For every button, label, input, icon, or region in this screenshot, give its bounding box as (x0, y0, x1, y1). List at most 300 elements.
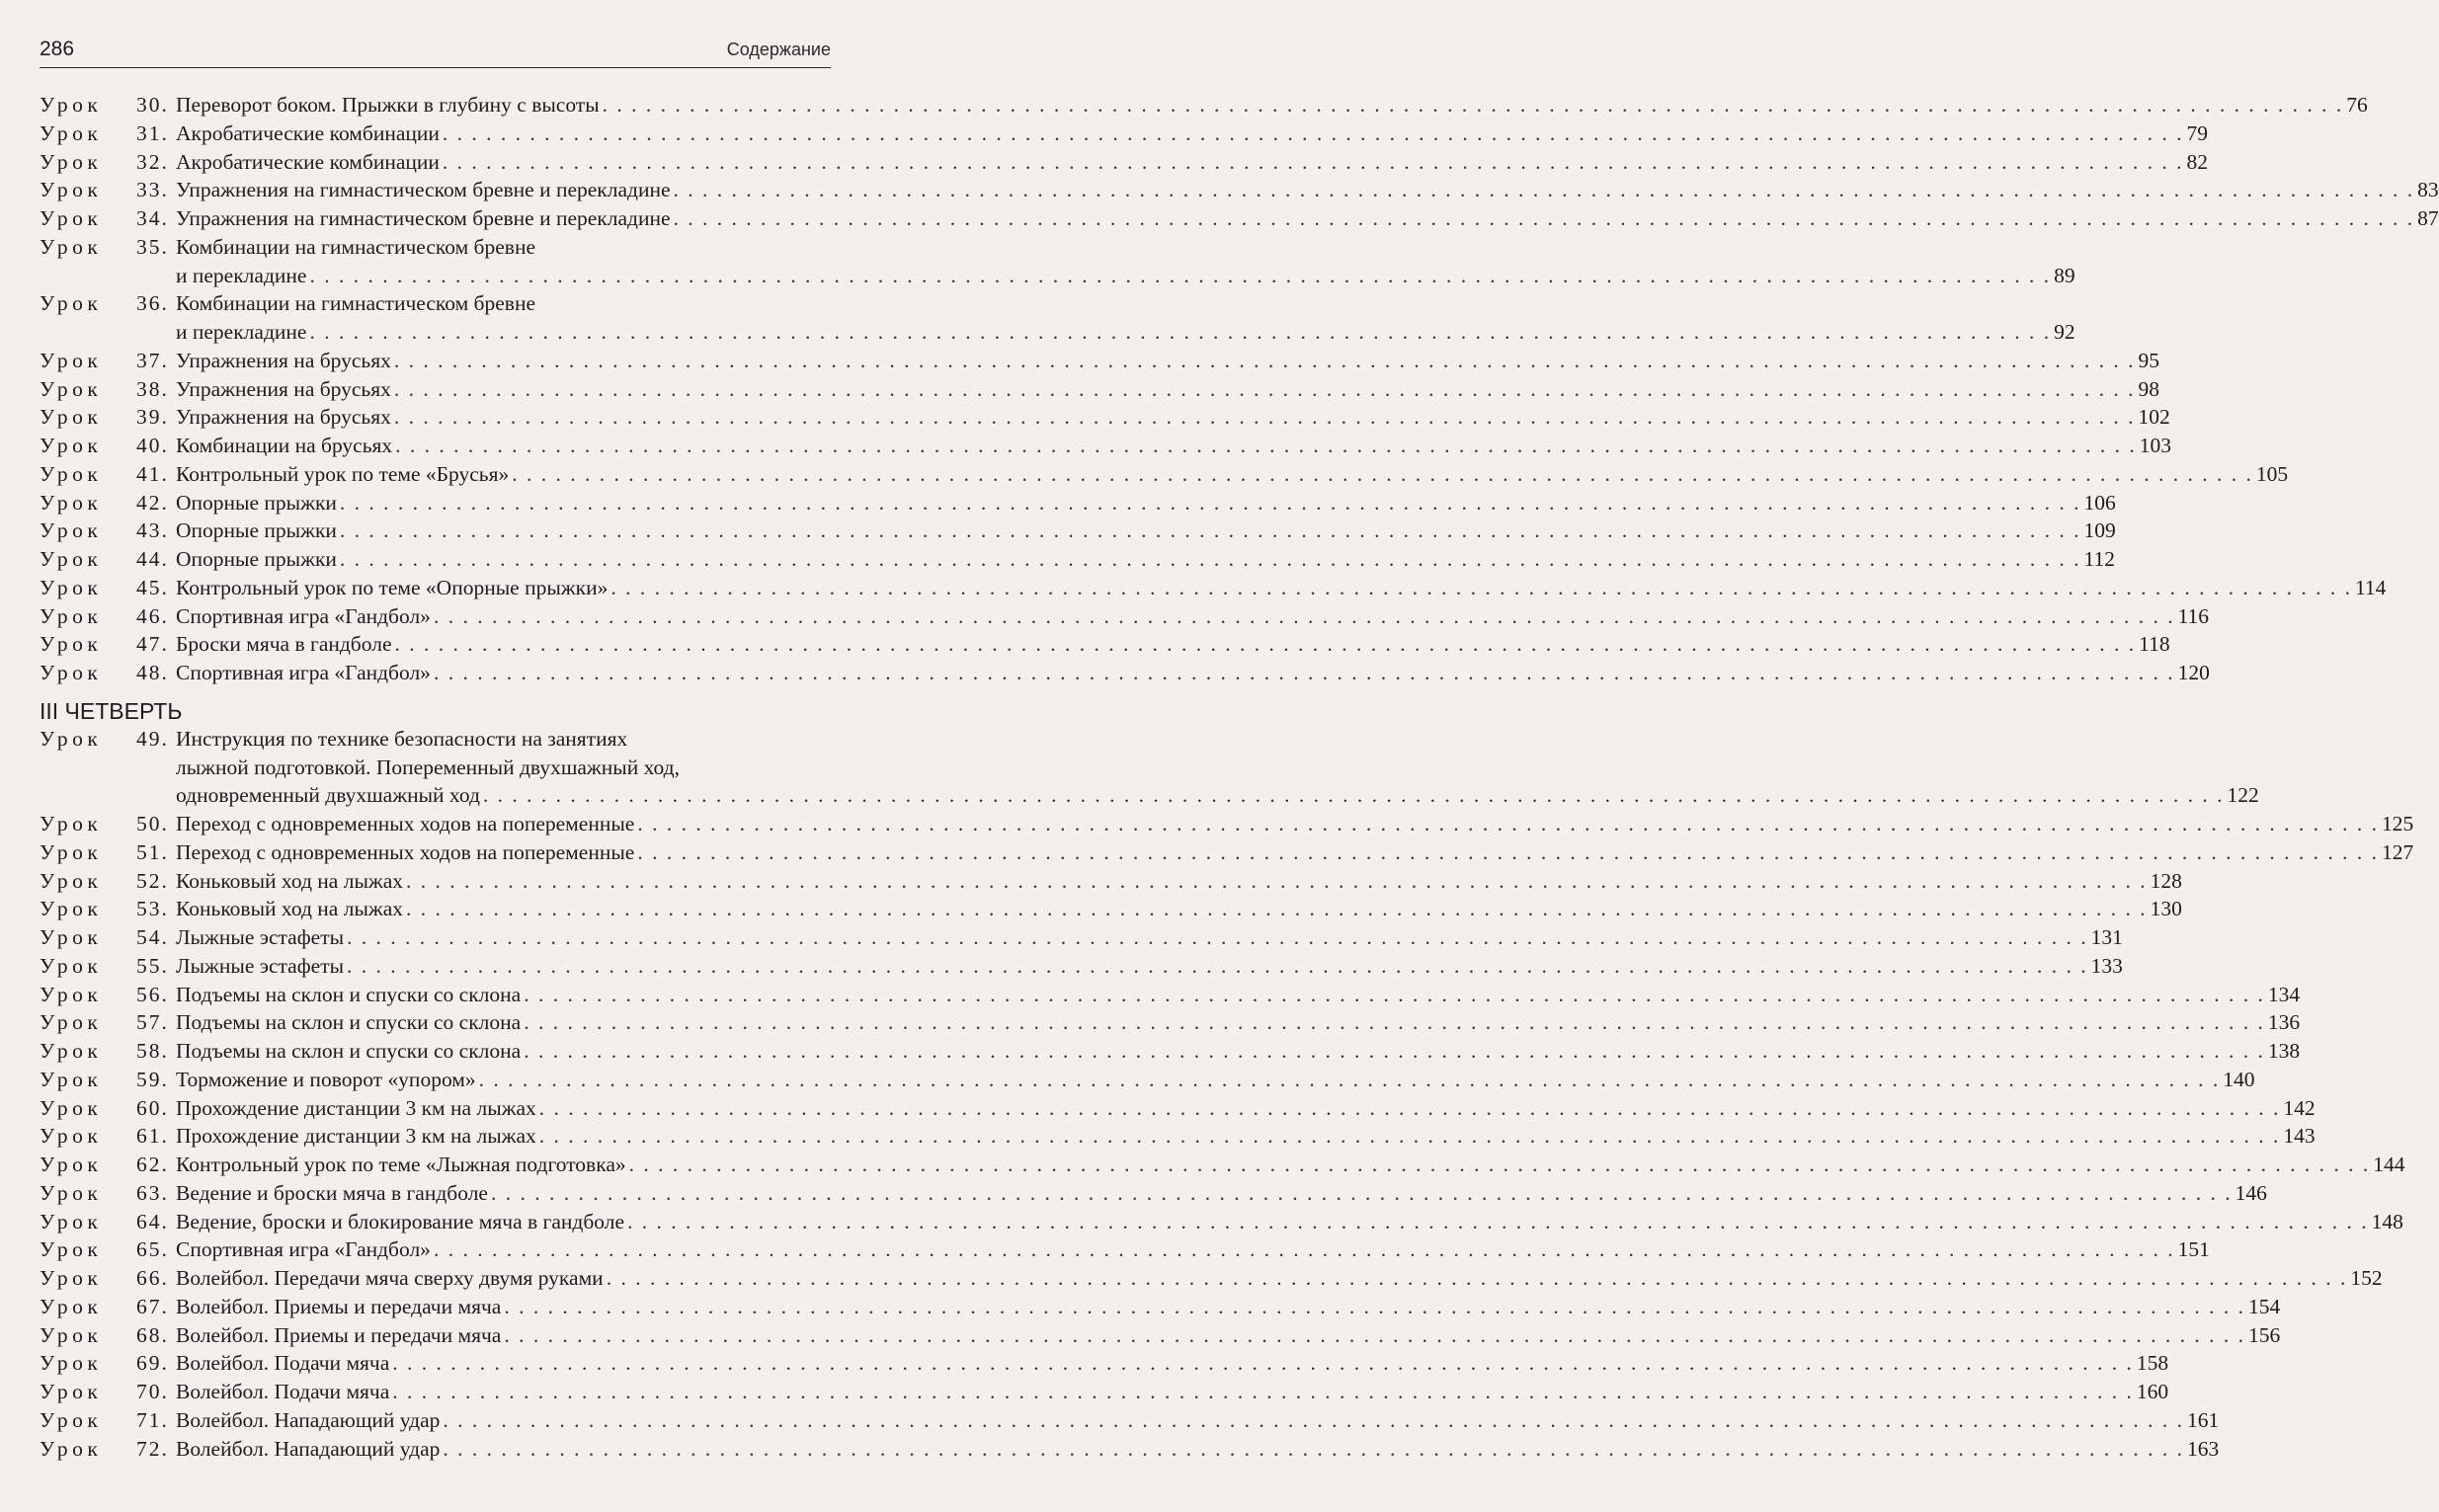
toc-entry[interactable] (40, 489, 2116, 517)
toc-entry[interactable] (40, 148, 2209, 177)
lesson-number: 36. (136, 291, 169, 316)
lesson-word: Урок (40, 1436, 103, 1461)
dot-leader: . . . . . . . . . . . . . . . . . . . . . . . . . . . . . . . . . . . . . . . . . . . . . . . . . . . . . . . . . . . . . . . . . . . . . . . . . . . . . . . . . . . . . . . . . . . . . . . . . . . . . . . . . . . . . . . . . . . . . . . . (637, 812, 2379, 836)
page-reference[interactable]: 144 (2373, 1153, 2405, 1176)
entry-title-line: Коньковый ход на лыжах (176, 897, 404, 921)
dot-leader: . . . . . . . . . . . . . . . . . . . . . . . . . . . . . . . . . . . . . . . . . . . . . . . . . . . . . . . . . . . . . . . . . . . . . . . . . . . . . . . . . . . . . . . . . . . . . . . . . . . . . . . . . . . . . . . . . . . . . . . . (504, 1322, 2245, 1347)
lesson-word: Урок (40, 839, 103, 864)
toc-entry[interactable] (40, 176, 2439, 204)
entry-last-line (176, 318, 2075, 347)
entry-last-line (176, 981, 2301, 1009)
lesson-word: Урок (40, 1209, 103, 1233)
toc-entry[interactable] (40, 204, 2439, 233)
toc-entry[interactable] (40, 1094, 2316, 1123)
toc-entry[interactable] (40, 289, 2075, 347)
toc-entry[interactable] (40, 432, 2172, 460)
entry-title-line: лыжной подготовкой. Попеременный двухшажный ход, (176, 755, 680, 779)
page-reference[interactable]: 106 (2083, 490, 2116, 515)
page-reference[interactable]: 138 (2267, 1039, 2301, 1063)
entry-title-line: Лыжные эстафеты (176, 925, 345, 949)
page-reference[interactable]: 83 (2417, 178, 2439, 202)
lesson-word: Урок (40, 1294, 103, 1318)
lesson-number: 68. (136, 1322, 169, 1347)
toc-entry[interactable] (40, 1321, 2281, 1350)
toc-entry[interactable] (40, 545, 2115, 574)
entry-last-line (176, 119, 2209, 148)
entry-last-line (176, 347, 2160, 375)
dot-leader: . . . . . . . . . . . . . . . . . . . . . . . . . . . . . . . . . . . . . . . . . . . . . . . . . . . . . . . . . . . . . . . . . . . . . . . . . . . . . . . . . . . . . . . . . . . . . . . . . . . . . . . . . . . . . . . . . . . . . . . . (524, 1010, 2265, 1035)
entry-title-line: Контрольный урок по теме «Брусья» (176, 461, 510, 486)
lesson-word: Урок (40, 434, 103, 457)
toc-entry[interactable] (40, 1066, 2255, 1094)
toc-entry[interactable] (40, 233, 2075, 290)
lesson-number: 57. (136, 1010, 169, 1035)
page-reference[interactable]: 116 (2177, 603, 2210, 628)
dot-leader: . . . . . . . . . . . . . . . . . . . . . . . . . . . . . . . . . . . . . . . . . . . . . . . . . . . . . . . . . . . . . . . . . . . . . . . . . . . . . . . . . . . . . . . . . . . . . . . . . . . . . . . . . . . . . . . . . . . . . . . . (628, 1153, 2371, 1176)
page-reference[interactable]: 161 (2187, 1407, 2220, 1432)
dot-leader: . . . . . . . . . . . . . . . . . . . . . . . . . . . . . . . . . . . . . . . . . . . . . . . . . . . . . . . . . . . . . . . . . . . . . . . . . . . . . . . . . . . . . . . . . . . . . . . . . . . . . . . . . . . . . . . . . . . . . . . . (347, 925, 2088, 949)
lesson-number: 45. (136, 575, 169, 599)
lesson-word: Урок (40, 405, 103, 430)
entry-last-line (176, 432, 2172, 460)
page-reference[interactable]: 105 (2255, 461, 2289, 486)
entry-title-line: Подъемы на склон и спуски со склона (176, 982, 522, 1006)
entry-body (176, 1037, 2301, 1066)
page-reference[interactable]: 76 (2346, 93, 2368, 117)
toc-entry[interactable] (40, 1349, 2169, 1378)
dot-leader: . . . . . . . . . . . . . . . . . . . . . . . . . . . . . . . . . . . . . . . . . . . . . . . . . . . . . . . . . . . . . . . . . . . . . . . . . . . . . . . . . . . . . . . . . . . . . . . . . . . . . . . . . . . . . . . . . . . . . . . . (504, 1294, 2245, 1318)
page-reference[interactable]: 128 (2150, 868, 2182, 893)
dot-leader: . . . . . . . . . . . . . . . . . . . . . . . . . . . . . . . . . . . . . . . . . . . . . . . . . . . . . . . . . . . . . . . . . . . . . . . . . . . . . . . . . . . . . . . . . . . . . . . . . . . . . . . . . . . . . . . . . . . . . . . . (524, 982, 2265, 1006)
dot-leader: . . . . . . . . . . . . . . . . . . . . . . . . . . . . . . . . . . . . . . . . . . . . . . . . . . . . . . . . . . . . . . . . . . . . . . . . . . . . . . . . . . . . . . . . . . . . . . . . . . . . . . . . . . . . . . . . . . . . . . . . (538, 1124, 2281, 1149)
entry-title-line: Переход с одновременных ходов на попеременные (176, 812, 635, 836)
page-reference[interactable]: 136 (2267, 1010, 2301, 1035)
lesson-word: Урок (40, 726, 103, 751)
dot-leader: . . . . . . . . . . . . . . . . . . . . . . . . . . . . . . . . . . . . . . . . . . . . . . . . . . . . . . . . . . . . . . . . . . . . . . . . . . . . . . . . . . . . . . . . . . . . . . . . . . . . . . . . . . . . . . . . . . . . . . . . (637, 839, 2379, 864)
dot-leader: . . . . . . . . . . . . . . . . . . . . . . . . . . . . . . . . . . . . . . . . . . . . . . . . . . . . . . . . . . . . . . . . . . . . . . . . . . . . . . . . . . . . . . . . . . . . . . . . . . . . . . . . . . . . . . . . . . . . . . . . (443, 1436, 2185, 1461)
lesson-word: Урок (40, 632, 103, 657)
entry-last-line (176, 1264, 2383, 1293)
page-reference[interactable]: 158 (2136, 1351, 2169, 1376)
page-reference[interactable]: 152 (2350, 1266, 2383, 1290)
page-reference[interactable]: 160 (2136, 1380, 2169, 1403)
toc-entry[interactable] (40, 1293, 2281, 1321)
entry-title-line: Инструкция по технике безопасности на занятиях (176, 726, 628, 751)
entry-body (176, 574, 2387, 602)
page-reference[interactable]: 120 (2177, 661, 2210, 684)
page-reference[interactable]: 133 (2090, 953, 2123, 978)
page-reference[interactable]: 151 (2177, 1237, 2210, 1262)
lesson-number: 31. (136, 120, 169, 145)
entry-title-line: одновременный двухшажный ход (176, 783, 480, 808)
lesson-number: 38. (136, 376, 169, 401)
entry-body (176, 1349, 2169, 1378)
entry-last-line (176, 1349, 2169, 1378)
lesson-number: 70. (136, 1380, 169, 1403)
entry-last-line (176, 262, 2075, 290)
lesson-word: Урок (40, 1180, 103, 1205)
entry-title-line: Волейбол. Нападающий удар (176, 1407, 441, 1432)
entry-title-line: Контрольный урок по теме «Опорные прыжки» (176, 575, 609, 599)
entry-title-line: Подъемы на склон и спуски со склона (176, 1010, 522, 1035)
entry-title-line: Упражнения на гимнастическом бревне и перекладине (176, 178, 671, 202)
entry-title-line: Ведение, броски и блокирование мяча в гандболе (176, 1209, 625, 1233)
page-reference[interactable]: 130 (2150, 897, 2182, 921)
lesson-number: 41. (136, 461, 169, 486)
entry-last-line (176, 659, 2210, 687)
entry-last-line (176, 1037, 2301, 1066)
page-reference[interactable]: 127 (2381, 839, 2414, 864)
entry-last-line (176, 148, 2209, 177)
lesson-word: Урок (40, 1380, 103, 1403)
page-reference[interactable]: 146 (2235, 1180, 2267, 1205)
running-title: Содержание (726, 40, 831, 59)
lesson-number: 43. (136, 518, 169, 543)
dot-leader: . . . . . . . . . . . . . . . . . . . . . . . . . . . . . . . . . . . . . . . . . . . . . . . . . . . . . . . . . . . . . . . . . . . . . . . . . . . . . . . . . . . . . . . . . . . . . . . . . . . . . . . . . . . . . . . . . . . . . . . . (393, 405, 2136, 430)
entry-body (176, 630, 2170, 659)
dot-leader: . . . . . . . . . . . . . . . . . . . . . . . . . . . . . . . . . . . . . . . . . . . . . . . . . . . . . . . . . . . . . . . . . . . . . . . . . . . . . . . . . . . . . . . . . . . . . . . . . . . . . . . . . . . . . . . . . . . . . . . . (309, 263, 2052, 287)
toc-entry[interactable] (40, 981, 2301, 1009)
lesson-word: Урок (40, 868, 103, 893)
page-reference[interactable]: 125 (2381, 812, 2414, 836)
toc-entry[interactable] (40, 1151, 2405, 1179)
page-reference[interactable]: 114 (2354, 575, 2387, 599)
lesson-number: 37. (136, 348, 169, 372)
lesson-number: 46. (136, 603, 169, 628)
page-reference[interactable]: 142 (2283, 1095, 2316, 1120)
entry-body (176, 289, 2075, 347)
toc-entry[interactable] (40, 630, 2170, 659)
lesson-word: Урок (40, 812, 103, 836)
lesson-word: Урок (40, 1153, 103, 1176)
lesson-word: Урок (40, 1407, 103, 1432)
entry-last-line (176, 375, 2160, 404)
lesson-word: Урок (40, 120, 103, 145)
lesson-word: Урок (40, 178, 103, 202)
toc-entry[interactable] (40, 602, 2210, 631)
lesson-word: Урок (40, 1322, 103, 1347)
entry-title-line: Упражнения на брусьях (176, 376, 391, 401)
page-reference[interactable]: 122 (2227, 783, 2259, 808)
dot-leader: . . . . . . . . . . . . . . . . . . . . . . . . . . . . . . . . . . . . . . . . . . . . . . . . . . . . . . . . . . . . . . . . . . . . . . . . . . . . . . . . . . . . . . . . . . . . . . . . . . . . . . . . . . . . . . . . . . . . . . . . (610, 575, 2352, 599)
lesson-word: Урок (40, 603, 103, 628)
toc-entry[interactable] (40, 810, 2414, 838)
entry-body (176, 810, 2414, 838)
lesson-word: Урок (40, 348, 103, 372)
toc-entry[interactable] (40, 375, 2160, 404)
entry-body (176, 517, 2116, 545)
entry-title-line: Опорные прыжки (176, 490, 337, 515)
entry-body (176, 375, 2160, 404)
dot-leader: . . . . . . . . . . . . . . . . . . . . . . . . . . . . . . . . . . . . . . . . . . . . . . . . . . . . . . . . . . . . . . . . . . . . . . . . . . . . . . . . . . . . . . . . . . . . . . . . . . . . . . . . . . . . . . . . . . . . . . . . (442, 120, 2184, 145)
entry-body (176, 233, 2075, 290)
entry-last-line (176, 204, 2439, 233)
dot-leader: . . . . . . . . . . . . . . . . . . . . . . . . . . . . . . . . . . . . . . . . . . . . . . . . . . . . . . . . . . . . . . . . . . . . . . . . . . . . . . . . . . . . . . . . . . . . . . . . . . . . . . . . . . . . . . . . . . . . . . . . (393, 348, 2136, 372)
dot-leader: . . . . . . . . . . . . . . . . . . . . . . . . . . . . . . . . . . . . . . . . . . . . . . . . . . . . . . . . . . . . . . . . . . . . . . . . . . . . . . . . . . . . . . . . . . . . . . . . . . . . . . . . . . . . . . . . . . . . . . . . (627, 1209, 2369, 1233)
lesson-number: 63. (136, 1180, 169, 1205)
page-reference[interactable]: 79 (2186, 120, 2209, 145)
lesson-number: 62. (136, 1153, 169, 1176)
entry-last-line (176, 1008, 2301, 1037)
page-reference[interactable]: 98 (2138, 376, 2160, 401)
page-reference[interactable]: 89 (2054, 263, 2075, 287)
entry-last-line (176, 91, 2368, 119)
entry-title-line: Упражнения на брусьях (176, 348, 391, 372)
lesson-number: 71. (136, 1407, 169, 1432)
lesson-word: Урок (40, 897, 103, 921)
section-heading: III ЧЕТВЕРТЬ (40, 697, 183, 724)
toc-entry[interactable] (40, 923, 2123, 952)
lesson-number: 35. (136, 234, 169, 259)
entry-title-line: Волейбол. Передачи мяча сверху двумя руками (176, 1266, 604, 1290)
toc-entry[interactable] (40, 1122, 2316, 1151)
entry-body (176, 119, 2209, 148)
lesson-number: 48. (136, 661, 169, 684)
lesson-word: Урок (40, 291, 103, 316)
lesson-word: Урок (40, 376, 103, 401)
entry-last-line (176, 574, 2387, 602)
page-reference[interactable]: 109 (2083, 518, 2116, 543)
entry-last-line (176, 1094, 2316, 1123)
entry-body (176, 347, 2160, 375)
entry-body (176, 895, 2182, 923)
entry-last-line (176, 781, 2259, 810)
entry-last-line (176, 630, 2170, 659)
lesson-word: Урок (40, 234, 103, 259)
lesson-word: Урок (40, 1095, 103, 1120)
lesson-word: Урок (40, 1039, 103, 1063)
toc-entry[interactable] (40, 1037, 2301, 1066)
entry-body (176, 1008, 2301, 1037)
entry-body (176, 1066, 2255, 1094)
toc-entry[interactable] (40, 119, 2209, 148)
entry-last-line (176, 176, 2439, 204)
entry-last-line (176, 1406, 2220, 1435)
dot-leader: . . . . . . . . . . . . . . . . . . . . . . . . . . . . . . . . . . . . . . . . . . . . . . . . . . . . . . . . . . . . . . . . . . . . . . . . . . . . . . . . . . . . . . . . . . . . . . . . . . . . . . . . . . . . . . . . . . . . . . . . (347, 953, 2088, 978)
entry-title-line: и перекладине (176, 263, 307, 287)
page-reference[interactable]: 87 (2417, 206, 2439, 230)
entry-last-line (176, 1151, 2405, 1179)
entry-body (176, 91, 2368, 119)
page-reference[interactable]: 131 (2090, 925, 2123, 949)
lesson-word: Урок (40, 982, 103, 1006)
dot-leader: . . . . . . . . . . . . . . . . . . . . . . . . . . . . . . . . . . . . . . . . . . . . . . . . . . . . . . . . . . . . . . . . . . . . . . . . . . . . . . . . . . . . . . . . . . . . . . . . . . . . . . . . . . . . . . . . . . . . . . . . (538, 1095, 2281, 1120)
entry-last-line (176, 1321, 2281, 1350)
toc-entry[interactable] (40, 517, 2116, 545)
page-reference[interactable]: 112 (2083, 547, 2115, 571)
lesson-word: Урок (40, 953, 103, 978)
lesson-word: Урок (40, 490, 103, 515)
entry-last-line (176, 403, 2170, 432)
toc-entry[interactable] (40, 1208, 2403, 1236)
lesson-number: 33. (136, 178, 169, 202)
dot-leader: . . . . . . . . . . . . . . . . . . . . . . . . . . . . . . . . . . . . . . . . . . . . . . . . . . . . . . . . . . . . . . . . . . . . . . . . . . . . . . . . . . . . . . . . . . . . . . . . . . . . . . . . . . . . . . . . . . . . . . . . (406, 868, 2148, 893)
entry-title-line: Коньковый ход на лыжах (176, 868, 404, 893)
entry-last-line (176, 545, 2115, 574)
entry-body (176, 867, 2182, 896)
entry-last-line (176, 895, 2182, 923)
entry-title-line: Опорные прыжки (176, 547, 337, 571)
lesson-word: Урок (40, 149, 103, 174)
lesson-number: 42. (136, 490, 169, 515)
lesson-word: Урок (40, 1266, 103, 1290)
lesson-number: 40. (136, 434, 169, 457)
page-reference[interactable]: 134 (2267, 982, 2301, 1006)
entry-title-line: Спортивная игра «Гандбол» (176, 661, 431, 684)
entry-title-line: Торможение и поворот «упором» (176, 1067, 476, 1091)
lesson-word: Урок (40, 661, 103, 684)
lesson-number: 51. (136, 839, 169, 864)
dot-leader: . . . . . . . . . . . . . . . . . . . . . . . . . . . . . . . . . . . . . . . . . . . . . . . . . . . . . . . . . . . . . . . . . . . . . . . . . . . . . . . . . . . . . . . . . . . . . . . . . . . . . . . . . . . . . . . . . . . . . . . . (395, 434, 2137, 457)
lesson-word: Урок (40, 547, 103, 571)
dot-leader: . . . . . . . . . . . . . . . . . . . . . . . . . . . . . . . . . . . . . . . . . . . . . . . . . . . . . . . . . . . . . . . . . . . . . . . . . . . . . . . . . . . . . . . . . . . . . . . . . . . . . . . . . . . . . . . . . . . . . . . . (394, 632, 2137, 657)
lesson-number: 44. (136, 547, 169, 571)
page-reference[interactable]: 103 (2139, 434, 2172, 457)
toc-entry[interactable] (40, 574, 2387, 602)
dot-leader: . . . . . . . . . . . . . . . . . . . . . . . . . . . . . . . . . . . . . . . . . . . . . . . . . . . . . . . . . . . . . . . . . . . . . . . . . . . . . . . . . . . . . . . . . . . . . . . . . . . . . . . . . . . . . . . . . . . . . . . . (433, 1237, 2175, 1262)
lesson-number: 67. (136, 1294, 169, 1318)
entry-title-line: Акробатические комбинации (176, 120, 440, 145)
entry-title-line: Переход с одновременных ходов на попеременные (176, 839, 635, 864)
page-reference[interactable]: 154 (2247, 1294, 2281, 1318)
entry-last-line (176, 1208, 2403, 1236)
page-reference[interactable]: 156 (2247, 1322, 2281, 1347)
entry-title-line: Переворот боком. Прыжки в глубину с высоты (176, 93, 600, 117)
lesson-word: Урок (40, 1124, 103, 1149)
lesson-number: 54. (136, 925, 169, 949)
dot-leader: . . . . . . . . . . . . . . . . . . . . . . . . . . . . . . . . . . . . . . . . . . . . . . . . . . . . . . . . . . . . . . . . . . . . . . . . . . . . . . . . . . . . . . . . . . . . . . . . . . . . . . . . . . . . . . . . . . . . . . . . (309, 320, 2052, 344)
entry-body (176, 176, 2439, 204)
entry-body (176, 952, 2123, 981)
lesson-number: 32. (136, 149, 169, 174)
page-reference[interactable]: 140 (2223, 1067, 2255, 1091)
toc-entry[interactable] (40, 838, 2414, 867)
entry-title-line: Волейбол. Приемы и передачи мяча (176, 1322, 502, 1347)
toc-entry[interactable] (40, 403, 2170, 432)
toc-entry[interactable] (40, 895, 2182, 923)
dot-leader: . . . . . . . . . . . . . . . . . . . . . . . . . . . . . . . . . . . . . . . . . . . . . . . . . . . . . . . . . . . . . . . . . . . . . . . . . . . . . . . . . . . . . . . . . . . . . . . . . . . . . . . . . . . . . . . . . . . . . . . . (673, 206, 2415, 230)
entry-body (176, 923, 2123, 952)
lesson-number: 66. (136, 1266, 169, 1290)
toc-entry[interactable] (40, 1435, 2220, 1464)
entry-title-line: Комбинации на брусьях (176, 434, 393, 457)
lesson-number: 47. (136, 632, 169, 657)
entry-title-line: Прохождение дистанции 3 км на лыжах (176, 1095, 536, 1120)
toc-entry[interactable] (40, 1378, 2169, 1406)
entry-body (176, 659, 2210, 687)
entry-body (176, 602, 2210, 631)
entry-body (176, 1321, 2281, 1350)
entry-last-line (176, 1435, 2220, 1464)
entry-last-line (176, 489, 2116, 517)
entry-title-line: Лыжные эстафеты (176, 953, 345, 978)
dot-leader: . . . . . . . . . . . . . . . . . . . . . . . . . . . . . . . . . . . . . . . . . . . . . . . . . . . . . . . . . . . . . . . . . . . . . . . . . . . . . . . . . . . . . . . . . . . . . . . . . . . . . . . . . . . . . . . . . . . . . . . . (433, 603, 2175, 628)
entry-title-line: Волейбол. Приемы и передачи мяча (176, 1294, 502, 1318)
page-header (40, 36, 831, 68)
dot-leader: . . . . . . . . . . . . . . . . . . . . . . . . . . . . . . . . . . . . . . . . . . . . . . . . . . . . . . . . . . . . . . . . . . . . . . . . . . . . . . . . . . . . . . . . . . . . . . . . . . . . . . . . . . . . . . . . . . . . . . . . (339, 490, 2081, 515)
toc-entry[interactable] (40, 867, 2182, 896)
toc-entry[interactable] (40, 460, 2289, 489)
entry-body (176, 838, 2414, 867)
page-reference[interactable]: 92 (2054, 320, 2075, 344)
lesson-number: 69. (136, 1351, 169, 1376)
entry-body (176, 460, 2289, 489)
entry-last-line (176, 867, 2182, 896)
toc-entry[interactable] (40, 347, 2160, 375)
entry-body (176, 1435, 2220, 1464)
dot-leader: . . . . . . . . . . . . . . . . . . . . . . . . . . . . . . . . . . . . . . . . . . . . . . . . . . . . . . . . . . . . . . . . . . . . . . . . . . . . . . . . . . . . . . . . . . . . . . . . . . . . . . . . . . . . . . . . . . . . . . . . (392, 1380, 2134, 1403)
entry-body (176, 1406, 2220, 1435)
dot-leader: . . . . . . . . . . . . . . . . . . . . . . . . . . . . . . . . . . . . . . . . . . . . . . . . . . . . . . . . . . . . . . . . . . . . . . . . . . . . . . . . . . . . . . . . . . . . . . . . . . . . . . . . . . . . . . . . . . . . . . . . (339, 547, 2081, 571)
toc-entry[interactable] (40, 725, 2259, 810)
entry-body (176, 1094, 2316, 1123)
entry-title-line: Ведение и броски мяча в гандболе (176, 1180, 488, 1205)
toc-entry[interactable] (40, 659, 2210, 687)
toc-entry[interactable] (40, 91, 2368, 119)
lesson-number: 59. (136, 1067, 169, 1091)
entry-last-line (176, 1378, 2169, 1406)
entry-title-line: Опорные прыжки (176, 518, 337, 543)
lesson-word: Урок (40, 1010, 103, 1035)
page-reference[interactable]: 118 (2139, 632, 2170, 657)
entry-last-line (176, 810, 2414, 838)
entry-title-line: Акробатические комбинации (176, 149, 440, 174)
entry-title-line: Волейбол. Подачи мяча (176, 1380, 390, 1403)
dot-leader: . . . . . . . . . . . . . . . . . . . . . . . . . . . . . . . . . . . . . . . . . . . . . . . . . . . . . . . . . . . . . . . . . . . . . . . . . . . . . . . . . . . . . . . . . . . . . . . . . . . . . . . . . . . . . . . . . . . . . . . . (443, 1407, 2185, 1432)
toc-entry[interactable] (40, 1264, 2383, 1293)
lesson-word: Урок (40, 1237, 103, 1262)
toc-entry[interactable] (40, 1179, 2267, 1208)
lesson-number: 52. (136, 868, 169, 893)
entry-last-line (176, 838, 2414, 867)
entry-body (176, 1208, 2403, 1236)
lesson-word: Урок (40, 925, 103, 949)
toc-entry[interactable] (40, 1008, 2301, 1037)
toc-entry[interactable] (40, 1235, 2210, 1264)
entry-body (176, 725, 2259, 810)
dot-leader: . . . . . . . . . . . . . . . . . . . . . . . . . . . . . . . . . . . . . . . . . . . . . . . . . . . . . . . . . . . . . . . . . . . . . . . . . . . . . . . . . . . . . . . . . . . . . . . . . . . . . . . . . . . . . . . . . . . . . . . . (490, 1180, 2233, 1205)
page-reference[interactable]: 143 (2283, 1124, 2316, 1149)
entry-last-line (176, 517, 2116, 545)
entry-body (176, 432, 2172, 460)
lesson-word: Урок (40, 1067, 103, 1091)
entry-last-line (176, 460, 2289, 489)
entry-body (176, 1293, 2281, 1321)
entry-title-line: Подъемы на склон и спуски со склона (176, 1039, 522, 1063)
page-reference[interactable]: 148 (2371, 1209, 2403, 1233)
entry-body (176, 1151, 2405, 1179)
lesson-number: 30. (136, 93, 169, 117)
page-reference[interactable]: 95 (2138, 348, 2160, 372)
lesson-word: Урок (40, 575, 103, 599)
page-reference[interactable]: 163 (2187, 1436, 2220, 1461)
lesson-number: 55. (136, 953, 169, 978)
lesson-word: Урок (40, 1351, 103, 1376)
dot-leader: . . . . . . . . . . . . . . . . . . . . . . . . . . . . . . . . . . . . . . . . . . . . . . . . . . . . . . . . . . . . . . . . . . . . . . . . . . . . . . . . . . . . . . . . . . . . . . . . . . . . . . . . . . . . . . . . . . . . . . . . (406, 897, 2148, 921)
dot-leader: . . . . . . . . . . . . . . . . . . . . . . . . . . . . . . . . . . . . . . . . . . . . . . . . . . . . . . . . . . . . . . . . . . . . . . . . . . . . . . . . . . . . . . . . . . . . . . . . . . . . . . . . . . . . . . . . . . . . . . . . (673, 178, 2415, 202)
toc-entry[interactable] (40, 952, 2123, 981)
lesson-number: 64. (136, 1209, 169, 1233)
entry-title-line: Комбинации на гимнастическом бревне (176, 234, 535, 259)
page-reference[interactable]: 82 (2186, 149, 2209, 174)
entry-title-line: Броски мяча в гандболе (176, 632, 392, 657)
page-reference[interactable]: 102 (2138, 405, 2170, 430)
entry-title-line: и перекладине (176, 320, 307, 344)
lesson-number: 56. (136, 982, 169, 1006)
toc-entry[interactable] (40, 1406, 2220, 1435)
entry-body (176, 981, 2301, 1009)
lesson-number: 58. (136, 1039, 169, 1063)
